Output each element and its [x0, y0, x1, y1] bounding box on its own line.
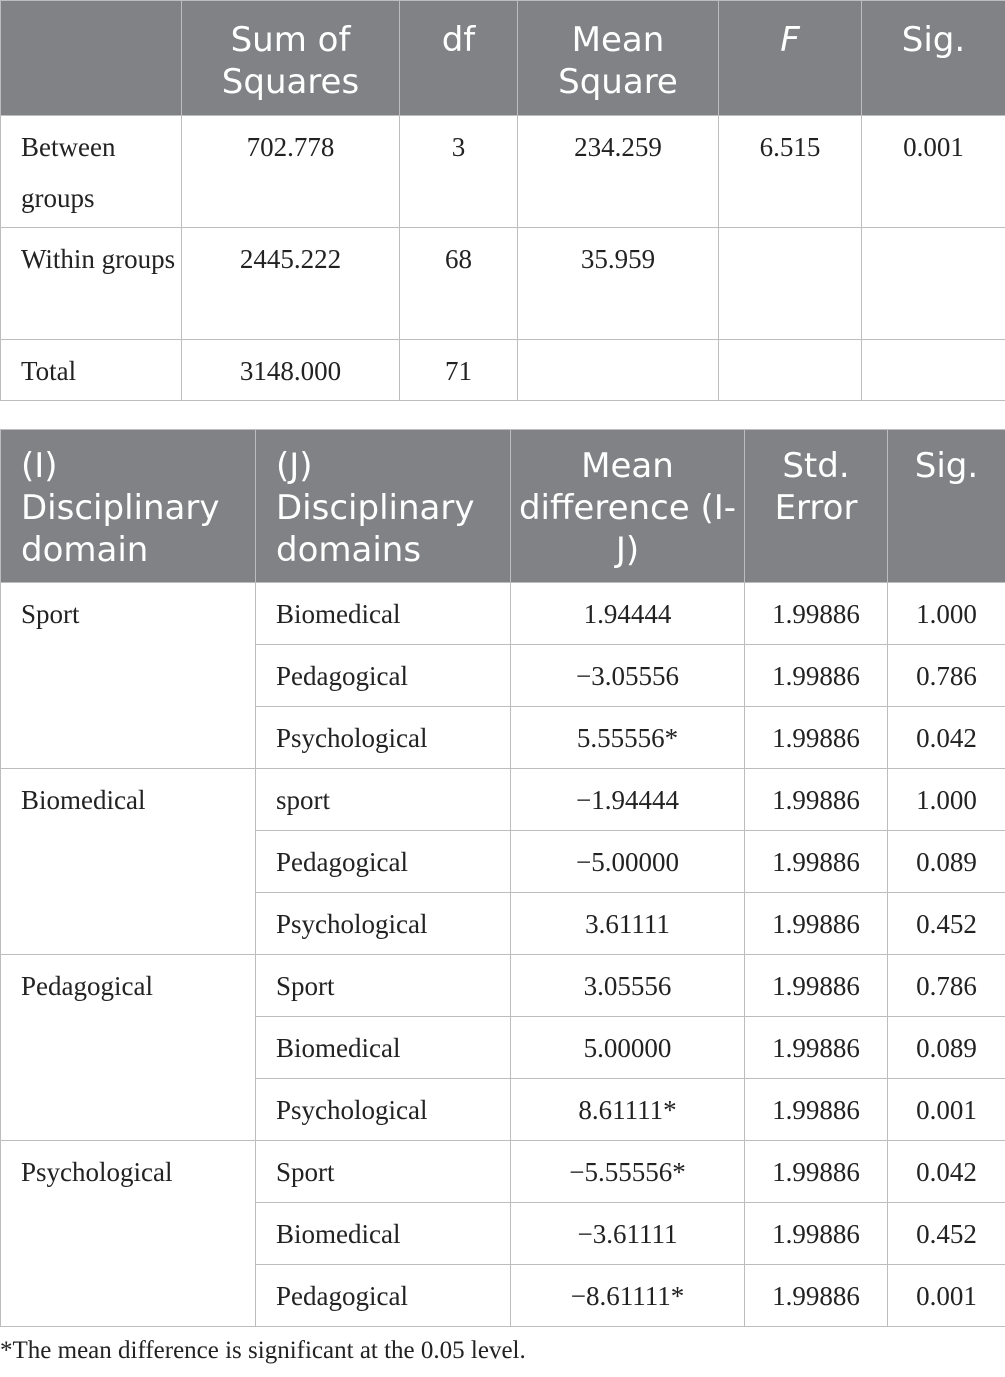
sig-cell [862, 340, 1005, 401]
sig-cell: 0.452 [888, 893, 1005, 955]
mean-square-cell [518, 340, 719, 401]
j-domain-cell: Biomedical [256, 583, 511, 645]
i-domain-cell: Biomedical [1, 769, 256, 955]
sum-of-squares-cell: 3148.000 [182, 340, 400, 401]
posthoc-header-mean-difference: Mean difference (I-J) [511, 430, 745, 583]
mean-difference-cell: 3.05556 [511, 955, 745, 1017]
std-error-cell: 1.99886 [745, 1203, 888, 1265]
std-error-cell: 1.99886 [745, 707, 888, 769]
source-cell: Within groups [1, 228, 182, 340]
table-row [1, 955, 1005, 1017]
std-error-cell: 1.99886 [745, 583, 888, 645]
posthoc-header-std-error: Std. Error [745, 430, 888, 583]
sig-cell: 0.786 [888, 645, 1005, 707]
mean-square-cell: 234.259 [518, 116, 719, 228]
df-cell: 71 [400, 340, 518, 401]
anova-header-df: df [400, 1, 518, 116]
df-cell: 68 [400, 228, 518, 340]
anova-header-mean-square: Mean Square [518, 1, 719, 116]
anova-header-f: F [719, 1, 862, 116]
sig-cell: 0.089 [888, 1017, 1005, 1079]
std-error-cell: 1.99886 [745, 893, 888, 955]
std-error-cell: 1.99886 [745, 1079, 888, 1141]
sum-of-squares-cell: 2445.222 [182, 228, 400, 340]
j-domain-cell: Sport [256, 1141, 511, 1203]
j-domain-cell: Psychological [256, 893, 511, 955]
source-cell: Between groups [1, 116, 182, 228]
i-domain-cell: Psychological [1, 1141, 256, 1327]
table-row [1, 116, 1005, 228]
i-domain-cell: Sport [1, 583, 256, 769]
j-domain-cell: sport [256, 769, 511, 831]
table-row [1, 769, 1005, 831]
mean-difference-cell: −5.00000 [511, 831, 745, 893]
std-error-cell: 1.99886 [745, 769, 888, 831]
posthoc-header-row [1, 430, 1005, 583]
sig-cell [862, 228, 1005, 340]
anova-header-source [1, 1, 182, 116]
j-domain-cell: Psychological [256, 1079, 511, 1141]
std-error-cell: 1.99886 [745, 1141, 888, 1203]
table-row [1, 583, 1005, 645]
std-error-cell: 1.99886 [745, 831, 888, 893]
mean-square-cell: 35.959 [518, 228, 719, 340]
anova-table [0, 0, 1005, 401]
df-cell: 3 [400, 116, 518, 228]
sig-cell: 0.001 [888, 1265, 1005, 1327]
mean-difference-cell: −3.61111 [511, 1203, 745, 1265]
mean-difference-cell: −3.05556 [511, 645, 745, 707]
table-row [1, 1141, 1005, 1203]
sig-cell: 0.452 [888, 1203, 1005, 1265]
anova-header-sum-of-squares: Sum of Squares [182, 1, 400, 116]
f-cell [719, 228, 862, 340]
sig-cell: 0.001 [888, 1079, 1005, 1141]
i-domain-cell: Pedagogical [1, 955, 256, 1141]
mean-difference-cell: 5.00000 [511, 1017, 745, 1079]
table-row [1, 228, 1005, 340]
posthoc-header-i-domain: (I) Disciplinary domain [1, 430, 256, 583]
f-cell: 6.515 [719, 116, 862, 228]
f-cell [719, 340, 862, 401]
std-error-cell: 1.99886 [745, 645, 888, 707]
j-domain-cell: Pedagogical [256, 1265, 511, 1327]
anova-header-sig: Sig. [862, 1, 1005, 116]
posthoc-header-j-domains: (J) Disciplinary domains [256, 430, 511, 583]
sig-cell: 0.042 [888, 1141, 1005, 1203]
std-error-cell: 1.99886 [745, 1017, 888, 1079]
sig-cell: 0.786 [888, 955, 1005, 1017]
j-domain-cell: Biomedical [256, 1203, 511, 1265]
j-domain-cell: Biomedical [256, 1017, 511, 1079]
mean-difference-cell: 5.55556* [511, 707, 745, 769]
j-domain-cell: Psychological [256, 707, 511, 769]
j-domain-cell: Pedagogical [256, 831, 511, 893]
sum-of-squares-cell: 702.778 [182, 116, 400, 228]
sig-cell: 1.000 [888, 583, 1005, 645]
j-domain-cell: Pedagogical [256, 645, 511, 707]
posthoc-body [1, 583, 1005, 1327]
j-domain-cell: Sport [256, 955, 511, 1017]
mean-difference-cell: −8.61111* [511, 1265, 745, 1327]
mean-difference-cell: 8.61111* [511, 1079, 745, 1141]
sig-cell: 0.089 [888, 831, 1005, 893]
std-error-cell: 1.99886 [745, 955, 888, 1017]
anova-header-row [1, 1, 1005, 116]
mean-difference-cell: −1.94444 [511, 769, 745, 831]
std-error-cell: 1.99886 [745, 1265, 888, 1327]
mean-difference-cell: −5.55556* [511, 1141, 745, 1203]
footnote: *The mean difference is significant at the 0.05 level. [0, 1337, 526, 1364]
table-row [1, 340, 1005, 401]
sig-cell: 0.042 [888, 707, 1005, 769]
sig-cell: 1.000 [888, 769, 1005, 831]
source-cell: Total [1, 340, 182, 401]
mean-difference-cell: 3.61111 [511, 893, 745, 955]
posthoc-table [0, 429, 1005, 1327]
posthoc-header-sig: Sig. [888, 430, 1005, 583]
sig-cell: 0.001 [862, 116, 1005, 228]
mean-difference-cell: 1.94444 [511, 583, 745, 645]
